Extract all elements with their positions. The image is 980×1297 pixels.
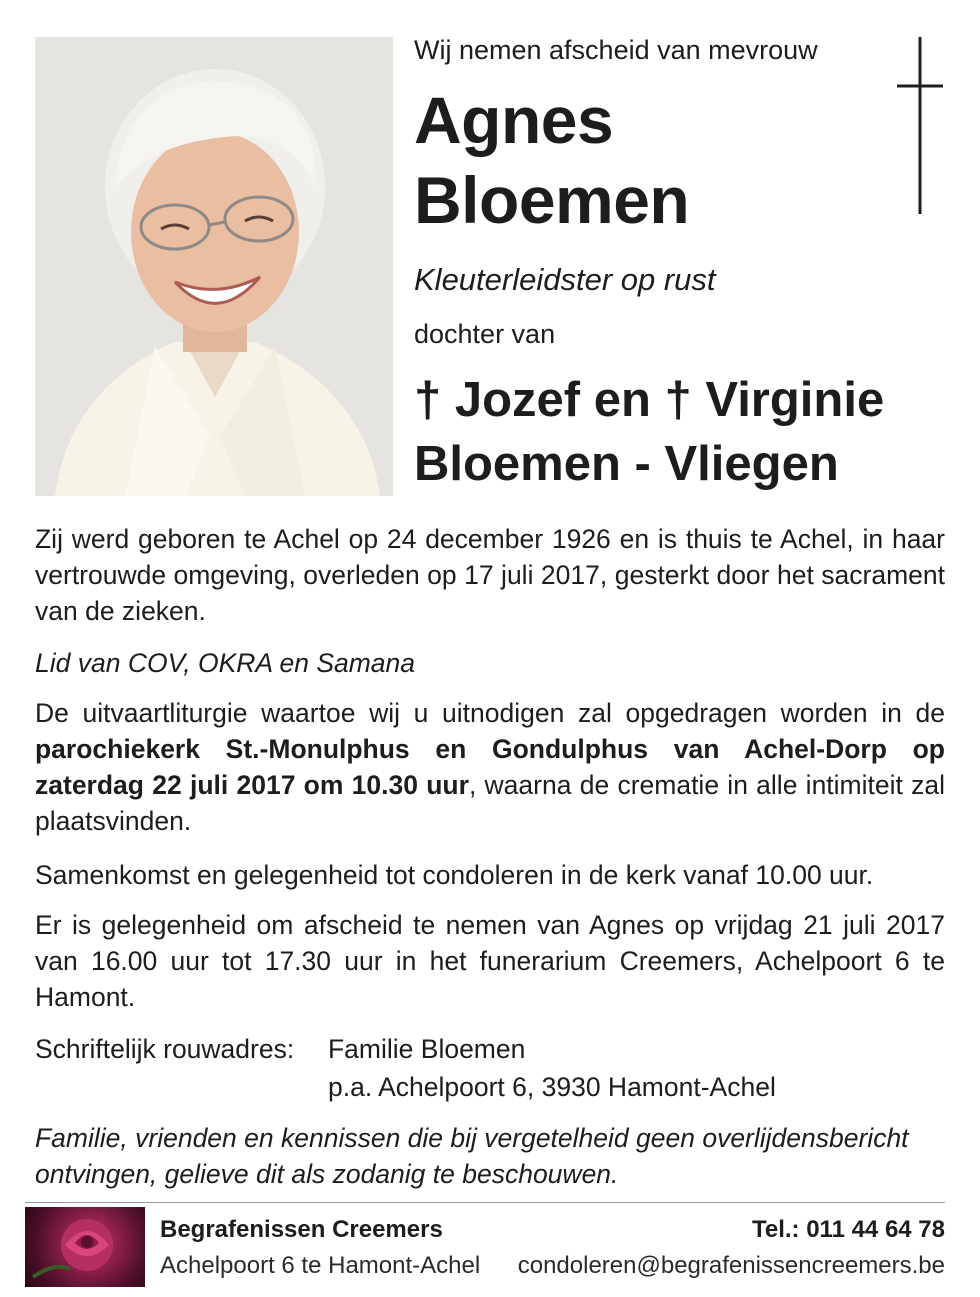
liturgy-location-time: parochiekerk St.-Monulphus en Gondulphus van Achel-Dorp op zaterdag 22 juli 2017 om 10.30 uur xyxy=(35,734,945,800)
portrait-photo xyxy=(35,37,393,496)
relation-text: dochter van xyxy=(414,319,556,349)
notice-paragraph: Familie, vrienden en kennissen die bij vergetelheid geen overlijdensbericht ontvingen, gelieve dit als zodanig te beschouwen. xyxy=(35,1123,909,1189)
liturgy-outro: , waarna de crematie in alle intimiteit zal plaatsvinden. xyxy=(35,770,945,836)
last-name: Bloemen xyxy=(414,163,690,237)
portrait-illustration xyxy=(35,37,393,496)
intro-text: Wij nemen afscheid van mevrouw xyxy=(414,35,818,65)
deceased-name xyxy=(414,80,689,240)
liturgy-paragraph xyxy=(35,695,945,839)
birth-paragraph: Zij werd geboren te Achel op 24 december 1926 en is thuis te Achel, in haar vertrouwde omgeving, overleden op 17 juli 2017, gesterkt door het sacrament van de zieken. xyxy=(35,524,945,626)
funeral-company-address: Achelpoort 6 te Hamont-Achel xyxy=(160,1252,481,1279)
rose-icon xyxy=(25,1207,145,1287)
cross-icon xyxy=(895,37,945,214)
farewell-paragraph: Er is gelegenheid om afscheid te nemen van Agnes op vrijdag 21 juli 2017 van 16.00 uur tot 17.30 uur in het funerarium Creemers, Achelpoort 6 te Hamont. xyxy=(35,910,945,1012)
memberships: Lid van COV, OKRA en Samana xyxy=(35,648,416,678)
funeral-company-name: Begrafenissen Creemers xyxy=(160,1216,443,1243)
address-line-2: p.a. Achelpoort 6, 3930 Hamont-Achel xyxy=(328,1072,776,1102)
parents-line-2: Bloemen - Vliegen xyxy=(414,437,839,491)
gathering-paragraph: Samenkomst en gelegenheid tot condoleren in de kerk vanaf 10.00 uur. xyxy=(35,860,874,890)
first-name: Agnes xyxy=(414,83,614,157)
address-label: Schriftelijk rouwadres: xyxy=(35,1034,295,1064)
address-line-1: Familie Bloemen xyxy=(328,1034,526,1064)
rose-illustration xyxy=(25,1207,145,1287)
funeral-company-email[interactable]: condoleren@begrafenissencreemers.be xyxy=(517,1252,945,1279)
funeral-company-phone: Tel.: 011 44 64 78 xyxy=(751,1216,945,1243)
parents-names xyxy=(414,368,884,496)
occupation: Kleuterleidster op rust xyxy=(414,262,716,297)
liturgy-intro: De uitvaartliturgie waartoe wij u uitnodigen zal opgedragen worden in de xyxy=(35,698,945,728)
footer-divider xyxy=(25,1202,945,1203)
parents-line-1: † Jozef en † Virginie xyxy=(414,373,885,427)
